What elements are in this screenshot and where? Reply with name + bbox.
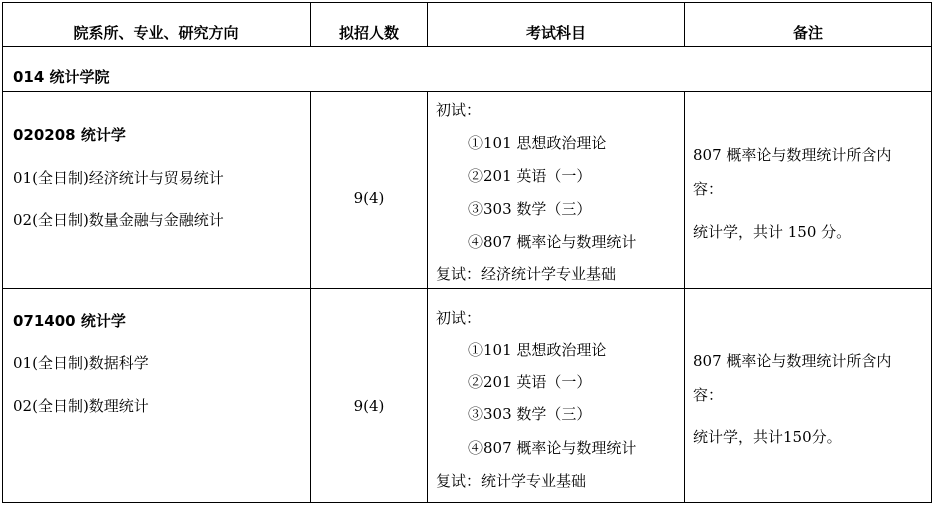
exam-subject: ③303 数学（三） [468,405,592,423]
header-col-notes: 备注 [792,24,823,42]
department-divider [2,91,932,92]
exam-subject: ①101 思想政治理论 [468,341,607,359]
note-text: 807 概率论与数理统计所含内 [693,146,892,164]
header-col-enrollment: 拟招人数 [338,24,399,42]
col-divider-1 [310,91,311,503]
header-divider [2,46,932,47]
exam-subject: ④807 概率论与数理统计 [468,233,637,251]
enrollment-count: 9(4) [353,397,385,415]
exam-retest: 复试：经济统计学专业基础 [436,265,617,283]
col-divider-3 [684,91,685,503]
department-title: 014 统计学院 [13,68,110,86]
research-direction: 02(全日制)数理统计 [13,397,149,415]
note-text: 容： [693,180,724,198]
enrollment-count: 9(4) [353,189,385,207]
exam-subject: ②201 英语（一） [468,373,592,391]
exam-initial-label: 初试： [436,101,482,119]
note-text: 统计学，共计 150 分。 [693,223,852,241]
table-border-bottom [2,502,932,503]
exam-subject: ③303 数学（三） [468,200,592,218]
header-col-exams: 考试科目 [525,24,586,42]
table-border-left [2,2,3,503]
note-text: 807 概率论与数理统计所含内 [693,352,892,370]
exam-initial-label: 初试： [436,309,482,327]
research-direction: 02(全日制)数量金融与金融统计 [13,211,224,229]
research-direction: 01(全日制)数据科学 [13,354,149,372]
program-major: 071400 统计学 [13,312,126,330]
table-border-top [2,2,932,3]
header-col-department: 院系所、专业、研究方向 [73,24,239,42]
exam-subject: ②201 英语（一） [468,167,592,185]
exam-subject: ①101 思想政治理论 [468,134,607,152]
note-text: 容： [693,386,724,404]
table-border-right [931,2,932,503]
col-divider-2 [427,91,428,503]
note-text: 统计学，共计150分。 [693,428,842,446]
row-divider [2,288,932,289]
exam-subject: ④807 概率论与数理统计 [468,439,637,457]
exam-retest: 复试：统计学专业基础 [436,472,587,490]
program-major: 020208 统计学 [13,126,126,144]
research-direction: 01(全日制)经济统计与贸易统计 [13,169,224,187]
